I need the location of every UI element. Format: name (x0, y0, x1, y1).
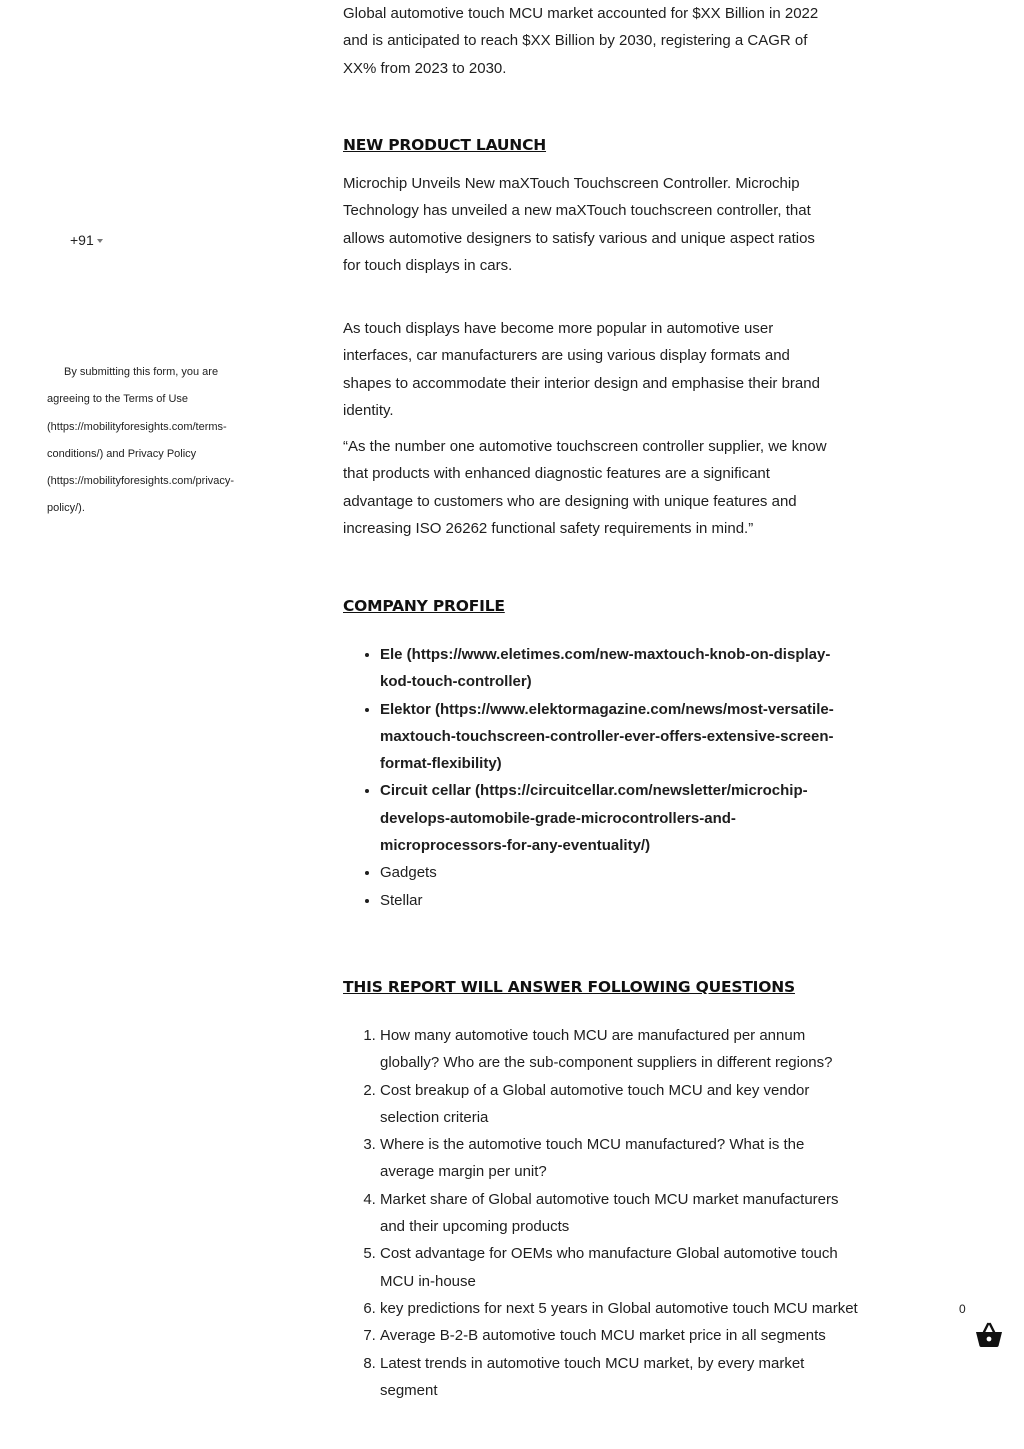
list-item: 2. Cost breakup of a Global automotive touch MCU and key vendor selection criteria (380, 1077, 862, 1132)
launch-paragraph: As touch displays have become more popular in automotive user interfaces, car manufacturers are using various display formats and shapes to accommodate their interior design and emphasise their brand identity. (343, 320, 820, 419)
phone-code-value: +91 (70, 232, 94, 248)
list-item[interactable]: • Elektor (https://www.elektormagazine.com/news/most-versatile-maxtouch-touchscreen-controller-ever-offers-extensive-screen-format-flexibility) (380, 696, 860, 778)
basket-icon[interactable] (975, 1322, 1003, 1348)
launch-paragraph: Microchip Unveils New maXTouch Touchscreen Controller. Microchip Technology has unveiled a new maXTouch touchscreen controller, that allows automotive designers to satisfy various and unique aspect ratios for touch displays in cars. (343, 175, 815, 274)
list-item: 1. How many automotive touch MCU are manufactured per annum globally? Who are the sub-component suppliers in different regions? (380, 1022, 862, 1077)
list-item: 6. key predictions for next 5 years in Global automotive touch MCU market (380, 1295, 862, 1322)
report-questions-list (343, 1022, 862, 1404)
heading-new-product-launch: NEW PRODUCT LAUNCH (343, 136, 547, 154)
company-profile-list (343, 641, 860, 914)
cart-count-badge: 0 (959, 1302, 966, 1316)
phone-country-code-select[interactable] (70, 232, 103, 248)
intro-paragraph: Global automotive touch MCU market accounted for $XX Billion in 2022 and is anticipated to reach $XX Billion by 2030, registering a CAGR of XX% from 2023 to 2030. (343, 5, 819, 77)
list-item: 7. Average B-2-B automotive touch MCU market price in all segments (380, 1322, 862, 1349)
list-item: • Stellar (380, 887, 860, 914)
list-item: • Gadgets (380, 859, 860, 886)
consent-notice: By submitting this form, you are agreeing to the Terms of Use (https://mobilityforesights.com/terms-conditions/) and Privacy Policy (https://mobilityforesights.com/privacy-policy/). (47, 366, 235, 515)
launch-quote: “As the number one automotive touchscreen controller supplier, we know that products with enhanced diagnostic features are a significant advantage to customers who are designing with unique features and increasing ISO 26262 functional safety requirements in mind.” (343, 438, 827, 537)
heading-company-profile: COMPANY PROFILE (343, 597, 505, 615)
list-item: 5. Cost advantage for OEMs who manufacture Global automotive touch MCU in-house (380, 1240, 862, 1295)
list-item: 4. Market share of Global automotive touch MCU market manufacturers and their upcoming products (380, 1186, 862, 1241)
list-item[interactable]: • Ele (https://www.eletimes.com/new-maxtouch-knob-on-display-kod-touch-controller) (380, 641, 860, 696)
list-item[interactable]: • Circuit cellar (https://circuitcellar.com/newsletter/microchip-develops-automobile-grade-microcontrollers-and-microprocessors-for-any-eventuality/) (380, 777, 860, 859)
heading-report-questions: THIS REPORT WILL ANSWER FOLLOWING QUESTIONS (343, 978, 795, 996)
basket-icon-graphic (975, 1322, 1003, 1348)
list-item: 8. Latest trends in automotive touch MCU market, by every market segment (380, 1350, 862, 1405)
list-item: 3. Where is the automotive touch MCU manufactured? What is the average margin per unit? (380, 1131, 862, 1186)
chevron-down-icon (97, 239, 103, 243)
